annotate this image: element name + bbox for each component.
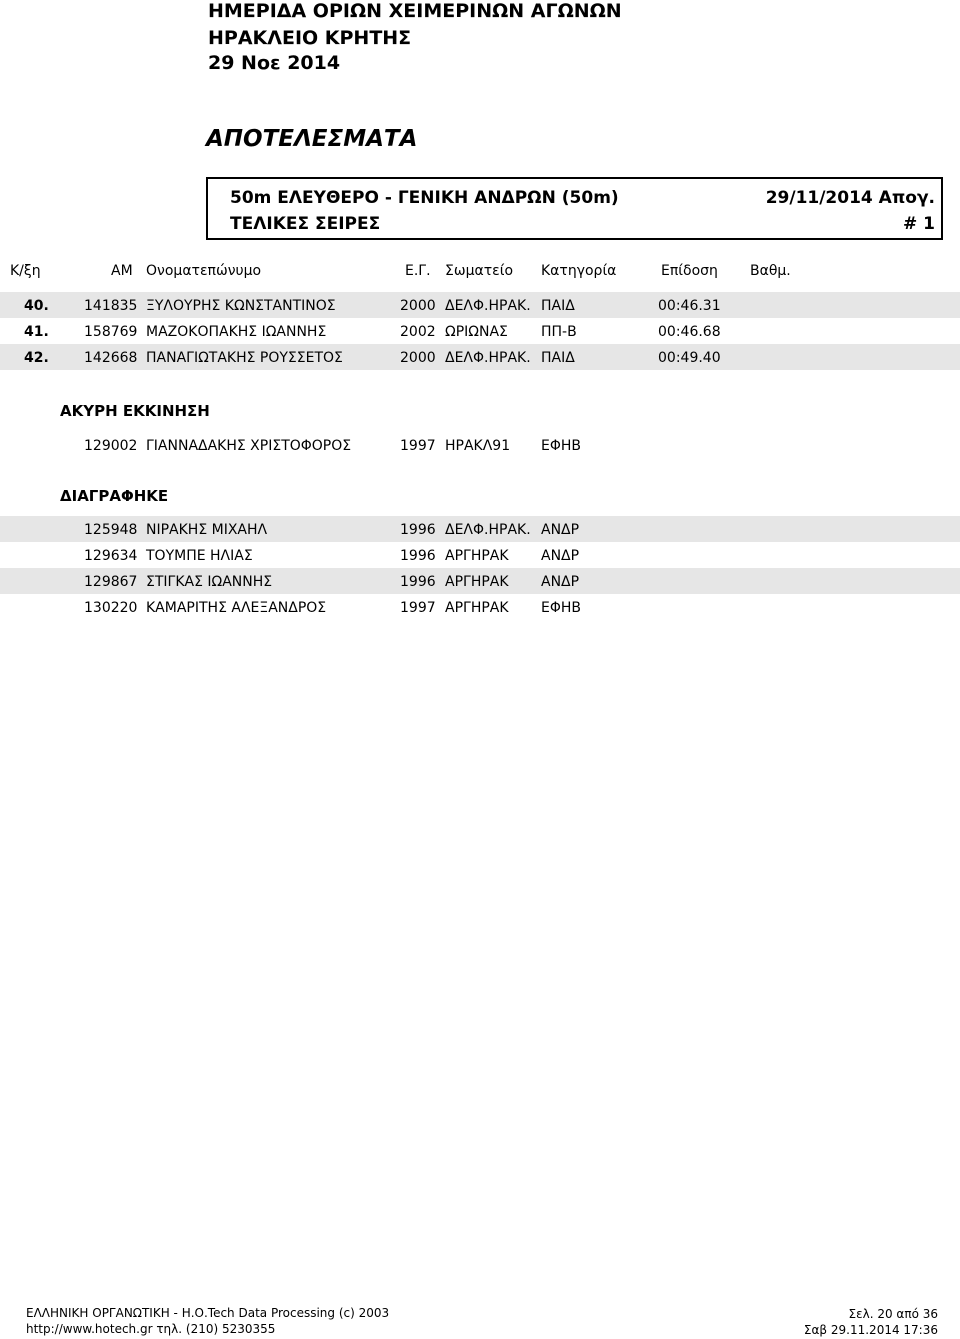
performance: 00:46.31 bbox=[658, 298, 721, 314]
club: ΑΡΓΗΡΑΚ bbox=[445, 548, 509, 564]
yob: 2000 bbox=[400, 298, 436, 314]
col-header-performance: Επίδοση bbox=[661, 263, 718, 279]
am: 129634 bbox=[84, 548, 138, 564]
event-box bbox=[206, 177, 943, 240]
am: 125948 bbox=[84, 522, 138, 538]
category: ΑΝΔΡ bbox=[541, 522, 580, 538]
club: ΔΕΛΦ.ΗΡΑΚ. bbox=[445, 350, 531, 366]
yob: 1997 bbox=[400, 600, 436, 616]
yob: 1996 bbox=[400, 522, 436, 538]
athlete-name: ΓΙΑΝΝΑΔΑΚΗΣ ΧΡΙΣΤΟΦΟΡΟΣ bbox=[146, 438, 352, 454]
am: 129002 bbox=[84, 438, 138, 454]
category: ΕΦΗΒ bbox=[541, 438, 581, 454]
section-heading-deleted: ΔΙΑΓΡΑΦΗΚΕ bbox=[60, 487, 169, 505]
result-row bbox=[0, 318, 960, 344]
athlete-name: ΞΥΛΟΥΡΗΣ ΚΩΝΣΤΑΝΤΙΝΟΣ bbox=[146, 298, 336, 314]
col-header-points: Βαθμ. bbox=[750, 263, 791, 279]
rank: 41. bbox=[24, 324, 49, 340]
event-date: 29/11/2014 Απογ. bbox=[765, 188, 935, 208]
footer-page-number: Σελ. 20 από 36 bbox=[848, 1307, 938, 1321]
result-row bbox=[0, 292, 960, 318]
am: 130220 bbox=[84, 600, 138, 616]
footer-timestamp: Σαβ 29.11.2014 17:36 bbox=[803, 1323, 938, 1337]
page-title: ΑΠΟΤΕΛΕΣΜΑΤΑ bbox=[206, 126, 418, 152]
athlete-name: ΜΑΖΟΚΟΠΑΚΗΣ ΙΩΑΝΝΗΣ bbox=[146, 324, 327, 340]
yob: 2000 bbox=[400, 350, 436, 366]
athlete-name: ΠΑΝΑΓΙΩΤΑΚΗΣ ΡΟΥΣΣΕΤΟΣ bbox=[146, 350, 343, 366]
category: ΠΑΙΔ bbox=[541, 298, 575, 314]
club: ΔΕΛΦ.ΗΡΑΚ. bbox=[445, 298, 531, 314]
list-item bbox=[0, 432, 960, 458]
list-item bbox=[0, 568, 960, 594]
footer-contact: http://www.hotech.gr τηλ. (210) 5230355 bbox=[26, 1322, 276, 1336]
col-header-name: Ονοματεπώνυμο bbox=[146, 263, 262, 279]
col-header-rank: Κ/ξη bbox=[10, 263, 41, 279]
am: 158769 bbox=[84, 324, 138, 340]
yob: 2002 bbox=[400, 324, 436, 340]
meet-location: ΗΡΑΚΛΕΙΟ ΚΡΗΤΗΣ bbox=[208, 27, 412, 49]
col-header-category: Κατηγορία bbox=[541, 263, 617, 279]
category: ΑΝΔΡ bbox=[541, 548, 580, 564]
footer-company: ΕΛΛΗΝΙΚΗ ΟΡΓΑΝΩΤΙΚΗ - Η.Ο.Tech Data Processing (c) 2003 bbox=[26, 1306, 390, 1320]
club: ΔΕΛΦ.ΗΡΑΚ. bbox=[445, 522, 531, 538]
yob: 1997 bbox=[400, 438, 436, 454]
club: ΩΡΙΩΝΑΣ bbox=[445, 324, 508, 340]
club: ΑΡΓΗΡΑΚ bbox=[445, 574, 509, 590]
meet-title: ΗΜΕΡΙΔΑ ΟΡΙΩΝ ΧΕΙΜΕΡΙΝΩΝ ΑΓΩΝΩΝ bbox=[208, 0, 622, 22]
am: 129867 bbox=[84, 574, 138, 590]
am: 141835 bbox=[84, 298, 138, 314]
performance: 00:46.68 bbox=[658, 324, 721, 340]
list-item bbox=[0, 542, 960, 568]
col-header-am: AM bbox=[111, 263, 133, 279]
col-header-club: Σωματείο bbox=[445, 263, 514, 279]
list-item bbox=[0, 594, 960, 620]
rank: 40. bbox=[24, 298, 49, 314]
result-row bbox=[0, 344, 960, 370]
category: ΕΦΗΒ bbox=[541, 600, 581, 616]
event-stage: ΤΕΛΙΚΕΣ ΣΕΙΡΕΣ bbox=[230, 214, 381, 234]
athlete-name: ΣΤΙΓΚΑΣ ΙΩΑΝΝΗΣ bbox=[146, 574, 273, 590]
athlete-name: ΤΟΥΜΠΕ ΗΛΙΑΣ bbox=[146, 548, 253, 564]
event-heat: # 1 bbox=[903, 214, 935, 234]
event-name: 50m ΕΛΕΥΘΕΡΟ - ΓΕΝΙΚΗ ΑΝΔΡΩΝ (50m) bbox=[230, 188, 619, 208]
category: ΑΝΔΡ bbox=[541, 574, 580, 590]
list-item bbox=[0, 516, 960, 542]
club: ΑΡΓΗΡΑΚ bbox=[445, 600, 509, 616]
performance: 00:49.40 bbox=[658, 350, 721, 366]
athlete-name: ΝΙΡΑΚΗΣ ΜΙΧΑΗΛ bbox=[146, 522, 268, 538]
rank: 42. bbox=[24, 350, 49, 366]
section-heading-invalid-start: ΑΚΥΡΗ ΕΚΚΙΝΗΣΗ bbox=[60, 402, 210, 420]
athlete-name: ΚΑΜΑΡΙΤΗΣ ΑΛΕΞΑΝΔΡΟΣ bbox=[146, 600, 327, 616]
am: 142668 bbox=[84, 350, 138, 366]
col-header-yob: Ε.Γ. bbox=[405, 263, 431, 279]
category: ΠΑΙΔ bbox=[541, 350, 575, 366]
club: ΗΡΑΚΛ91 bbox=[445, 438, 511, 454]
yob: 1996 bbox=[400, 574, 436, 590]
meet-date: 29 Νοε 2014 bbox=[208, 52, 341, 74]
yob: 1996 bbox=[400, 548, 436, 564]
category: ΠΠ-Β bbox=[541, 324, 577, 340]
